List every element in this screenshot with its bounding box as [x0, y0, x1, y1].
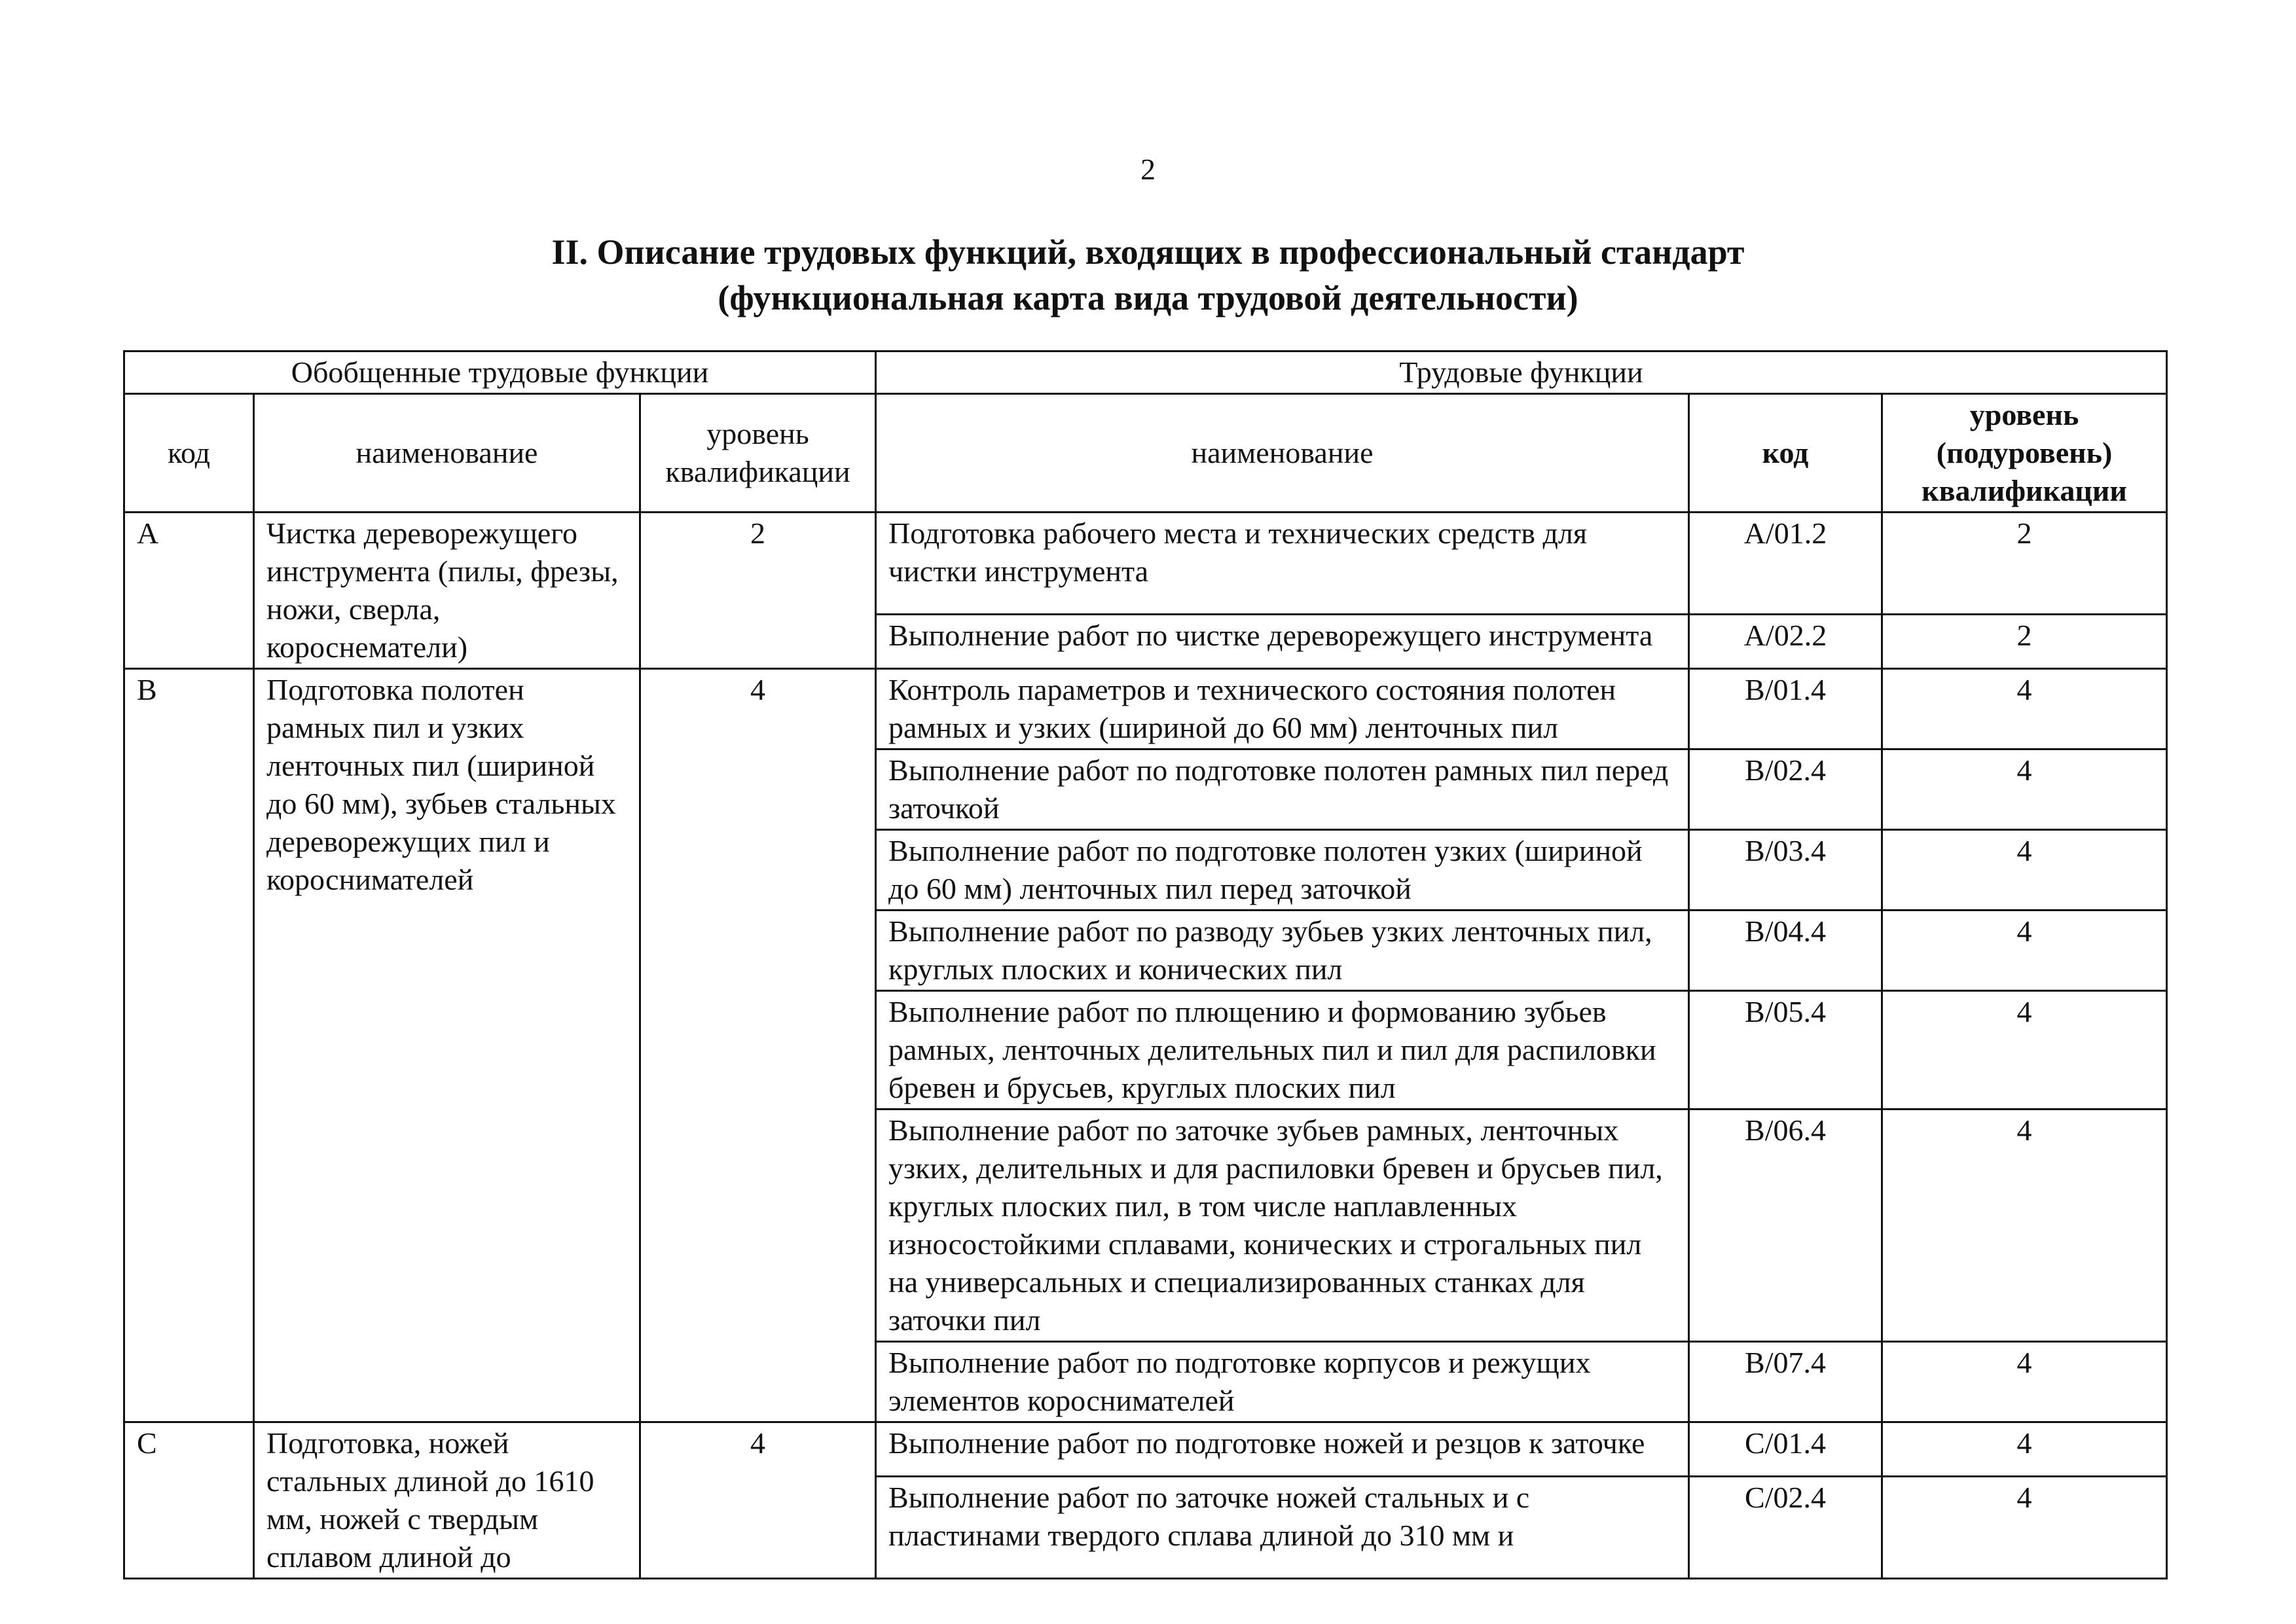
labor-function-level: 4 — [1882, 749, 2167, 830]
labor-function-level: 4 — [1882, 1476, 2167, 1578]
generalized-function-name: Чистка дереворежущего инструмента (пилы, фрезы, ножи, сверла, короснематели) — [254, 513, 640, 669]
generalized-function-code: A — [124, 513, 254, 669]
col-gen-code: код — [124, 394, 254, 513]
labor-function-code: A/02.2 — [1689, 615, 1882, 669]
labor-function-name: Выполнение работ по подготовке полотен рамных пил перед заточкой — [876, 749, 1689, 830]
generalized-function-code: C — [124, 1422, 254, 1579]
generalized-function-level: 2 — [640, 513, 876, 669]
table-row — [124, 513, 2167, 615]
column-header-row — [124, 394, 2167, 513]
col-fn-level: уровень (подуровень) квалификации — [1882, 394, 2167, 513]
section-title — [0, 229, 2296, 321]
labor-function-code: C/01.4 — [1689, 1422, 1882, 1477]
table-row — [124, 669, 2167, 749]
labor-function-code: B/07.4 — [1689, 1342, 1882, 1422]
generalized-function-level: 4 — [640, 669, 876, 1422]
labor-functions-header: Трудовые функции — [876, 352, 2167, 394]
labor-function-name: Выполнение работ по плющению и формованию зубьев рамных, ленточных делительных пил и пил для распиловки бревен и брусьев, круглых плоских пил — [876, 991, 1689, 1110]
labor-function-name: Выполнение работ по подготовке полотен узких (шириной до 60 мм) ленточных пил перед заточкой — [876, 830, 1689, 911]
section-title-line-2: (функциональная карта вида трудовой деятельности) — [718, 278, 1578, 317]
labor-function-level: 4 — [1882, 911, 2167, 991]
generalized-function-level: 4 — [640, 1422, 876, 1579]
generalized-function-code: B — [124, 669, 254, 1422]
labor-function-name: Выполнение работ по чистке дереворежущего инструмента — [876, 615, 1689, 669]
labor-function-code: B/03.4 — [1689, 830, 1882, 911]
page-number: 2 — [1140, 153, 1156, 186]
generalized-function-name: Подготовка полотен рамных пил и узких ленточных пил (шириной до 60 мм), зубьев стальных дереворежущих пил и короснимателей — [254, 669, 640, 1422]
col-gen-name: наименование — [254, 394, 640, 513]
labor-function-code: B/04.4 — [1689, 911, 1882, 991]
labor-function-name: Выполнение работ по разводу зубьев узких ленточных пил, круглых плоских и конических пил — [876, 911, 1689, 991]
labor-function-name: Выполнение работ по заточке ножей стальных и с пластинами твердого сплава длиной до 310 мм и — [876, 1476, 1689, 1578]
labor-function-name: Выполнение работ по заточке зубьев рамных, ленточных узких, делительных и для распиловки бревен и брусьев пил, круглых плоских пил, в том числе наплавленных износостойкими сплавами, конических и строгальных пил на универсальных и специализированных станках для заточки пил — [876, 1110, 1689, 1342]
functional-map-table — [123, 350, 2168, 1579]
labor-function-code: B/06.4 — [1689, 1110, 1882, 1342]
labor-function-level: 4 — [1882, 669, 2167, 749]
section-title-line-1: II. Описание трудовых функций, входящих в профессиональный стандарт — [551, 232, 1745, 272]
labor-function-level: 4 — [1882, 1342, 2167, 1422]
table-row — [124, 1422, 2167, 1477]
labor-function-code: C/02.4 — [1689, 1476, 1882, 1578]
generalized-functions-header: Обобщенные трудовые функции — [124, 352, 876, 394]
labor-function-level: 2 — [1882, 513, 2167, 615]
col-fn-name: наименование — [876, 394, 1689, 513]
functional-map-body — [124, 513, 2167, 1579]
generalized-function-name: Подготовка, ножей стальных длиной до 1610 мм, ножей с твердым сплавом длиной до — [254, 1422, 640, 1579]
col-fn-code: код — [1689, 394, 1882, 513]
labor-function-level: 4 — [1882, 1422, 2167, 1477]
labor-function-name: Выполнение работ по подготовке корпусов и режущих элементов короснимателей — [876, 1342, 1689, 1422]
group-header-row — [124, 352, 2167, 394]
col-gen-level: уровень квалификации — [640, 394, 876, 513]
labor-function-code: A/01.2 — [1689, 513, 1882, 615]
labor-function-code: B/02.4 — [1689, 749, 1882, 830]
labor-function-name: Контроль параметров и технического состояния полотен рамных и узких (шириной до 60 мм) ленточных пил — [876, 669, 1689, 749]
labor-function-name: Выполнение работ по подготовке ножей и резцов к заточке — [876, 1422, 1689, 1477]
labor-function-level: 2 — [1882, 615, 2167, 669]
labor-function-code: B/01.4 — [1689, 669, 1882, 749]
labor-function-level: 4 — [1882, 1110, 2167, 1342]
labor-function-level: 4 — [1882, 830, 2167, 911]
labor-function-code: B/05.4 — [1689, 991, 1882, 1110]
labor-function-name: Подготовка рабочего места и технических средств для чистки инструмента — [876, 513, 1689, 615]
labor-function-level: 4 — [1882, 991, 2167, 1110]
